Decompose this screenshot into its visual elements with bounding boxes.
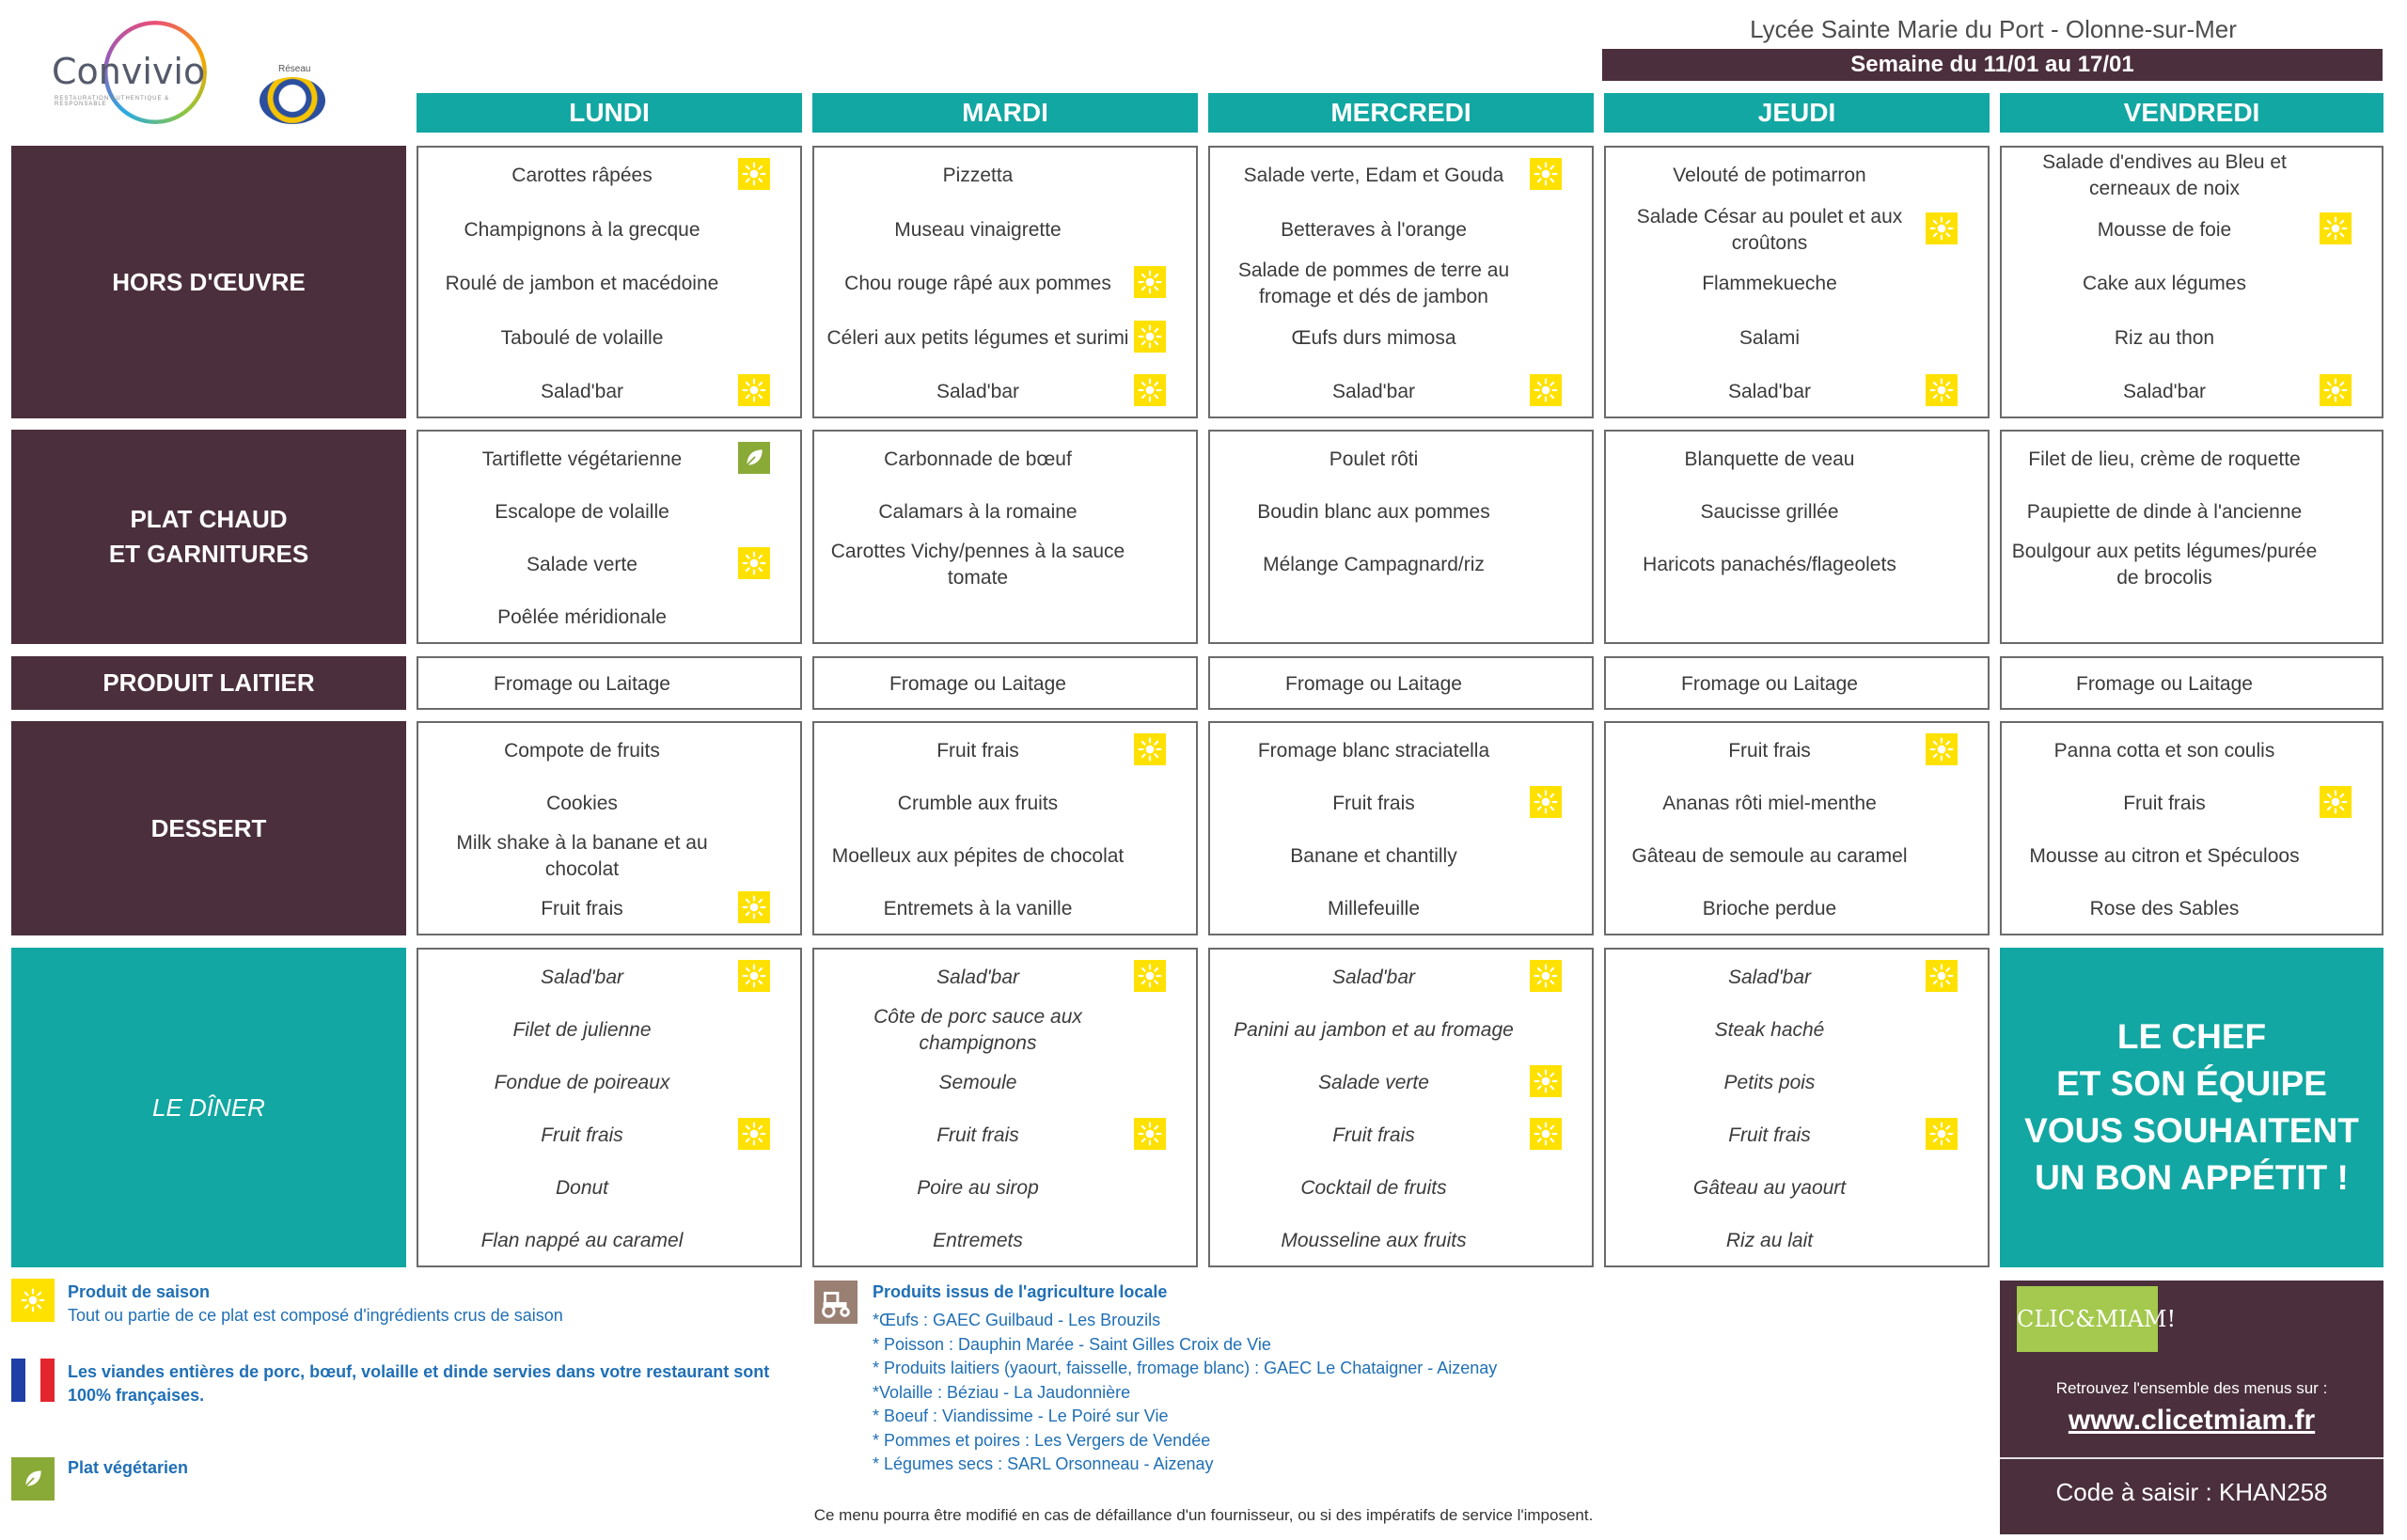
menu-cell-dessert-mardi [812,721,1198,935]
row-label-diner [11,948,406,1267]
seasonal-sun-icon [738,891,770,923]
menu-item: Betteraves à l'orange [1281,219,1467,241]
menu-item: Riz au lait [1725,1230,1814,1251]
menu-item: Fromage ou Laitage [2076,673,2253,695]
menu-item: Panini au jambon et au fromage [1234,1019,1514,1041]
seasonal-sun-icon [1530,158,1562,190]
menu-item: Salade César au poulet et aux croûtons [1636,206,1903,254]
legend-sun-icon [11,1279,55,1322]
menu-item: Cookies [546,793,618,814]
menu-item: Fromage ou Laitage [889,673,1066,695]
seasonal-sun-icon [2320,786,2352,818]
menu-item: Fromage blanc straciatella [1257,740,1490,762]
clicetmiam-logo: CLIC&MIAM! [2017,1286,2158,1352]
menu-item: Chou rouge râpé aux pommes [844,273,1111,294]
menu-item: Brioche perdue [1702,898,1837,919]
menu-cell-hors-lundi [417,146,802,418]
row-label-produit-laitier [11,656,406,710]
menu-cell-dessert-jeudi [1604,721,1990,935]
seasonal-sun-icon [738,158,770,190]
chef-line-1: LE CHEF [2116,1017,2267,1056]
menu-item: Filet de julienne [512,1019,652,1041]
menu-cell-hors-mercredi [1208,146,1594,418]
row-label-text-line1: PLAT CHAUD [130,505,288,533]
menu-item: Salad'bar [540,966,624,988]
menu-cell-laitier-jeudi [1604,656,1990,710]
day-header-vendredi: VENDREDI [2000,93,2383,133]
seasonal-sun-icon [1134,266,1166,298]
menu-item: Poêlée méridionale [497,606,667,628]
menu-item: Petits pois [1723,1072,1816,1093]
convivio-brand: Convivio [52,51,206,92]
menu-item: Salad'bar [2122,381,2207,402]
menu-item: Poire au sirop [917,1177,1039,1199]
chef-line-4: UN BON APPÉTIT ! [2035,1158,2349,1197]
menu-item: Fruit frais [2123,793,2206,814]
menu-item: Museau vinaigrette [894,219,1062,241]
menu-item: Calamars à la romaine [878,501,1078,523]
menu-item: Œufs durs mimosa [1291,327,1456,349]
school-name: Lycée Sainte Marie du Port - Olonne-sur-Mer [1750,15,2237,43]
menu-cell-dessert-vendredi [2000,721,2383,935]
list-item: *Volaille : Béziau - La Jaudonnière [873,1382,1131,1402]
clicetmiam-find-text: Retrouvez l'ensemble des menus sur : [2055,1379,2328,1397]
menu-item: Salad'bar [1727,966,1812,988]
menu-item: Salad'bar [540,381,624,402]
menu-item: Boudin blanc aux pommes [1257,501,1490,523]
menu-item: Riz au thon [2114,327,2215,349]
legend-vegetarian-icon [11,1457,55,1501]
menu-item: Crumble aux fruits [897,793,1059,814]
menu-item: Pizzetta [942,165,1014,186]
menu-item: Flan nappé au caramel [480,1230,684,1251]
menu-item: Fruit frais [1332,1124,1415,1146]
menu-item: Moelleux aux pépites de chocolat [831,845,1125,867]
seasonal-sun-icon [1134,1118,1166,1150]
menu-item: Semoule [938,1072,1017,1093]
menu-cell-diner-jeudi [1604,948,1990,1267]
menu-cell-plat-mardi [812,430,1198,644]
seasonal-sun-icon [738,547,770,579]
menu-cell-dessert-mercredi [1208,721,1594,935]
menu-item: Salad'bar [936,381,1020,402]
menu-item: Salami [1738,327,1801,349]
menu-cell-laitier-mardi [812,656,1198,710]
local-producers-list [873,1309,1497,1477]
legend-season-title: Produit de saison [68,1282,211,1301]
menu-item: Roulé de jambon et macédoine [445,273,719,294]
legend-local-title: Produits issus de l'agriculture locale [873,1282,1168,1301]
menu-cell-plat-lundi [417,430,802,644]
seasonal-sun-icon [738,1118,770,1150]
menu-item: Carottes râpées [511,165,653,186]
seasonal-sun-icon [1926,374,1958,406]
menu-item: Fruit frais [541,898,623,919]
menu-item: Fromage ou Laitage [494,673,670,695]
menu-item: Salad'bar [1331,381,1416,402]
menu-cell-laitier-mercredi [1208,656,1594,710]
seasonal-sun-icon [1530,786,1562,818]
seasonal-sun-icon [738,374,770,406]
seasonal-sun-icon [1134,733,1166,765]
menu-item: Taboulé de volaille [500,327,664,349]
menu-cell-plat-mercredi [1208,430,1594,644]
menu-item: Fondue de poireaux [494,1072,670,1093]
row-label-plat-chaud [11,430,406,644]
menu-item: Mousse de foie [2097,219,2232,241]
menu-cell-hors-vendredi [2000,146,2383,418]
menu-item: Fruit frais [936,740,1019,762]
day-header-mardi: MARDI [812,93,1198,133]
french-flag-icon [11,1359,55,1402]
menu-item: Salad'bar [936,966,1020,988]
menu-item: Côte de porc sauce aux champignons [873,1006,1082,1054]
seasonal-sun-icon [2320,374,2352,406]
chef-line-3: VOUS SOUHAITENT [2024,1111,2359,1150]
seasonal-sun-icon [1926,212,1958,244]
menu-item: Rose des Sables [2089,898,2240,919]
seasonal-sun-icon [1530,960,1562,992]
menu-item: Poulet rôti [1329,448,1419,470]
reseau-logo [254,64,329,125]
menu-item: Panna cotta et son coulis [2053,740,2275,762]
menu-item: Gâteau de semoule au caramel [1631,845,1908,867]
row-label-text: HORS D'ŒUVRE [112,267,306,296]
list-item: * Boeuf : Viandissime - Le Poiré sur Vie [873,1406,1169,1425]
access-code: Code à saisir : KHAN258 [2055,1478,2328,1506]
seasonal-sun-icon [1530,1118,1562,1150]
menu-item: Mousseline aux fruits [1281,1230,1467,1251]
chef-line-2: ET SON ÉQUIPE [2056,1064,2327,1103]
chef-message [2000,948,2383,1267]
menu-item: Fruit frais [1728,1124,1811,1146]
seasonal-sun-icon [1134,321,1166,353]
row-label-text: DESSERT [150,813,267,842]
reseau-badge-icon [260,77,325,124]
menu-item: Salad'bar [1331,966,1416,988]
menu-item: Velouté de potimarron [1673,165,1866,186]
menu-item: Flammekueche [1702,273,1837,294]
legend-french-text-1: Les viandes entières de porc, bœuf, volaille et dinde servies dans votre restaurant sont [68,1362,770,1381]
seasonal-sun-icon [1926,1118,1958,1150]
row-label-text-line2: ET GARNITURES [108,540,309,568]
menu-item: Mélange Campagnard/riz [1263,554,1485,575]
seasonal-sun-icon [1926,960,1958,992]
clicetmiam-panel [2000,1281,2383,1534]
menu-item: Fruit frais [936,1124,1019,1146]
menu-cell-laitier-lundi [417,656,802,710]
menu-item: Blanquette de veau [1684,448,1855,470]
menu-item: Tartiflette végétarienne [481,448,683,470]
menu-item: Paupiette de dinde à l'ancienne [2026,501,2303,523]
list-item: * Pommes et poires : Les Vergers de Vendée [873,1430,1211,1450]
menu-item: Milk shake à la banane et au chocolat [456,832,708,880]
tractor-icon [814,1281,857,1324]
footer-note: Ce menu pourra être modifié en cas de défaillance d'un fournisseur, ou si des impératifs de service l'imposent. [813,1506,1594,1524]
seasonal-sun-icon [1926,733,1958,765]
menu-item: Entremets [933,1230,1023,1251]
day-header-lundi: LUNDI [417,93,802,133]
menu-item: Cake aux légumes [2083,273,2246,294]
menu-item: Salade verte, Edam et Gouda [1243,165,1504,186]
menu-item: Salade d'endives au Bleu et cerneaux de noix [2042,151,2287,199]
day-header-jeudi: JEUDI [1604,93,1990,133]
menu-cell-hors-jeudi [1604,146,1990,418]
menu-cell-dessert-lundi [417,721,802,935]
menu-item: Salade de pommes de terre au fromage et dés de jambon [1237,259,1510,307]
day-header-mercredi: MERCREDI [1208,93,1594,133]
menu-item: Salad'bar [1727,381,1812,402]
menu-item: Carbonnade de bœuf [884,448,1072,470]
menu-item: Filet de lieu, crème de roquette [2028,448,2301,470]
menu-item: Mousse au citron et Spéculoos [2029,845,2300,867]
menu-cell-plat-jeudi [1604,430,1990,644]
reseau-caption: Réseau [278,64,311,74]
vegetarian-icon [738,442,770,474]
convivio-logo [47,21,216,124]
legend-french-text-2: 100% françaises. [68,1386,205,1405]
menu-item: Compote de fruits [504,740,660,762]
clicetmiam-link[interactable]: www.clicetmiam.fr [2068,1405,2316,1436]
list-item: * Produits laitiers (yaourt, faisselle, fromage blanc) : GAEC Le Chataigner - Aizenay [873,1359,1498,1377]
menu-item: Fromage ou Laitage [1681,673,1858,695]
menu-cell-laitier-vendredi [2000,656,2383,710]
menu-item: Escalope de volaille [495,501,669,523]
list-item: * Légumes secs : SARL Orsonneau - Aizenay [873,1454,1214,1473]
menu-item: Salade verte [527,554,637,575]
menu-cell-diner-lundi [417,948,802,1267]
list-item: * Poisson : Dauphin Marée - Saint Gilles Croix de Vie [873,1334,1271,1354]
menu-item: Haricots panachés/flageolets [1643,554,1896,575]
divider [2000,1457,2383,1459]
menu-item: Fruit frais [1332,793,1415,814]
menu-item: Carottes Vichy/pennes à la sauce tomate [830,541,1125,589]
menu-cell-diner-mardi [812,948,1198,1267]
menu-item: Steak haché [1714,1019,1825,1041]
menu-item: Cocktail de fruits [1300,1177,1447,1199]
list-item: *Œufs : GAEC Guilbaud - Les Brouzils [873,1311,1161,1329]
legend-season-text: Tout ou partie de ce plat est composé d'ingrédients crus de saison [68,1306,563,1325]
row-label-dessert [11,721,406,935]
seasonal-sun-icon [1134,374,1166,406]
menu-item: Banane et chantilly [1290,845,1457,867]
seasonal-sun-icon [1530,374,1562,406]
menu-item: Champignons à la grecque [464,219,700,241]
convivio-tagline: RESTAURATION AUTHENTIQUE & RESPONSABLE [55,96,170,107]
row-label-hors-doeuvre [11,146,406,418]
menu-item: Salade verte [1318,1072,1429,1093]
menu-cell-hors-mardi [812,146,1198,418]
menu-item: Fruit frais [1728,740,1811,762]
menu-item: Millefeuille [1327,898,1421,919]
menu-item: Céleri aux petits légumes et surimi [826,327,1129,349]
row-label-text: PRODUIT LAITIER [102,668,315,697]
seasonal-sun-icon [1134,960,1166,992]
seasonal-sun-icon [738,960,770,992]
menu-item: Fromage ou Laitage [1285,673,1462,695]
week-banner: Semaine du 11/01 au 17/01 [1602,49,2383,81]
seasonal-sun-icon [1530,1065,1562,1097]
seasonal-sun-icon [2320,212,2352,244]
menu-cell-diner-mercredi [1208,948,1594,1267]
menu-item: Gâteau au yaourt [1692,1177,1847,1199]
legend-veg-title: Plat végétarien [68,1458,189,1477]
row-label-text: LE DÎNER [152,1092,265,1122]
menu-item: Fruit frais [541,1124,623,1146]
menu-cell-plat-vendredi [2000,430,2383,644]
menu-item: Saucisse grillée [1700,501,1839,523]
menu-item: Boulgour aux petits légumes/purée de brocolis [2011,541,2318,589]
menu-item: Donut [555,1177,609,1199]
menu-item: Entremets à la vanille [883,898,1073,919]
menu-item: Ananas rôti miel-menthe [1662,793,1877,814]
